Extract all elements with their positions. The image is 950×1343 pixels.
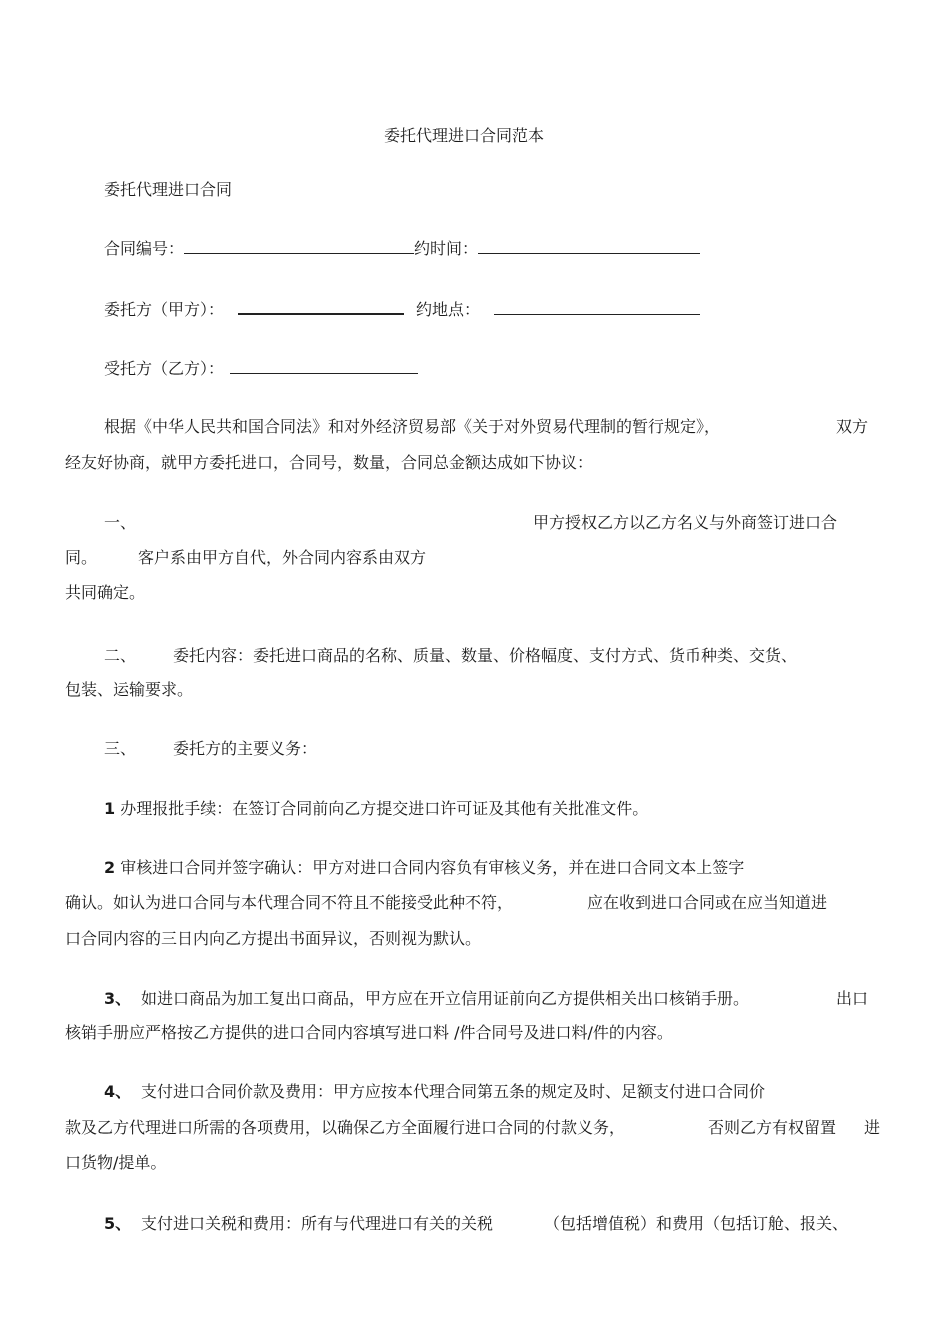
item-5-line-1b: （包括增值税）和费用（包括订舱、报关、 bbox=[544, 1214, 849, 1233]
preamble-line-1: 根据《中华人民共和国合同法》和对外经济贸易部《关于对外贸易代理制的暂行规定》， bbox=[104, 417, 721, 436]
sign-time-blank bbox=[478, 239, 700, 254]
clause-1-number: 一、 bbox=[104, 513, 137, 532]
item-5-number: 5、 bbox=[104, 1214, 132, 1233]
item-1 bbox=[104, 799, 648, 819]
clause-2-number: 二、 bbox=[104, 646, 137, 665]
item-3-line-1a: 如进口商品为加工复出口商品，甲方应在开立信用证前向乙方提供相关出口核销手册。 bbox=[141, 989, 750, 1008]
item-4-number: 4、 bbox=[104, 1082, 132, 1101]
item-4-line-2b: 否则乙方有权留置 bbox=[708, 1118, 837, 1137]
agent-blank bbox=[230, 359, 418, 374]
item-3-line-2: 核销手册应严格按乙方提供的进口合同内容填写进口料 /件合同号及进口料/件的内容。 bbox=[65, 1023, 673, 1042]
preamble-line-1-end: 双方 bbox=[836, 417, 869, 436]
contract-number-row bbox=[104, 239, 700, 259]
item-4-line-2c: 进 bbox=[864, 1118, 881, 1137]
clause-1-line-2a: 同。 bbox=[65, 548, 98, 567]
preamble-line-2: 经友好协商，就甲方委托进口，合同号，数量，合同总金额达成如下协议： bbox=[65, 453, 594, 472]
principal-label: 委托方（甲方）： bbox=[104, 300, 225, 319]
item-4-line-1: 支付进口合同价款及费用：甲方应按本代理合同第五条的规定及时、足额支付进口合同价 bbox=[141, 1082, 766, 1101]
agent-row bbox=[104, 359, 418, 379]
clause-2-line-2: 包装、运输要求。 bbox=[65, 680, 194, 699]
item-1-text: 办理报批手续：在签订合同前向乙方提交进口许可证及其他有关批准文件。 bbox=[120, 799, 649, 818]
agent-label: 受托方（乙方）： bbox=[104, 359, 225, 378]
item-2-text-1: 审核进口合同并签字确认：甲方对进口合同内容负有审核义务，并在进口合同文本上签字 bbox=[120, 858, 745, 877]
item-5-line-1a: 支付进口关税和费用：所有与代理进口有关的关税 bbox=[141, 1214, 494, 1233]
item-1-number: 1 bbox=[104, 799, 116, 818]
contract-number-blank bbox=[184, 239, 414, 254]
item-2-line-1 bbox=[104, 858, 744, 878]
sign-time-label: 约时间： bbox=[414, 239, 479, 258]
document-title: 委托代理进口合同范本 bbox=[384, 126, 545, 145]
item-2-line-2b: 应在收到进口合同或在应当知道进 bbox=[587, 893, 828, 912]
clause-2-line-1: 委托内容：委托进口商品的名称、质量、数量、价格幅度、支付方式、货币种类、交货、 bbox=[173, 646, 798, 665]
clause-3-number: 三、 bbox=[104, 739, 137, 758]
sign-place-blank bbox=[494, 300, 700, 315]
sign-place-label: 约地点： bbox=[416, 300, 481, 319]
item-3-line-1b: 出口 bbox=[836, 989, 869, 1008]
clause-1-line-1: 甲方授权乙方以乙方名义与外商签订进口合 bbox=[533, 513, 838, 532]
principal-blank bbox=[238, 299, 404, 315]
item-4-line-3: 口货物/提单。 bbox=[65, 1153, 167, 1172]
clause-1-line-2b: 客户系由甲方自代，外合同内容系由双方 bbox=[138, 548, 427, 567]
item-2-line-3: 口合同内容的三日内向乙方提出书面异议，否则视为默认。 bbox=[65, 929, 482, 948]
item-2-line-2a: 确认。如认为进口合同与本代理合同不符且不能接受此种不符， bbox=[65, 893, 514, 912]
clause-1-line-3: 共同确定。 bbox=[65, 583, 146, 602]
principal-row bbox=[104, 299, 700, 320]
clause-3-line-1: 委托方的主要义务： bbox=[173, 739, 318, 758]
document-subtitle: 委托代理进口合同 bbox=[104, 180, 233, 199]
item-2-number: 2 bbox=[104, 858, 116, 877]
item-3-number: 3、 bbox=[104, 989, 132, 1008]
item-4-line-2a: 款及乙方代理进口所需的各项费用，以确保乙方全面履行进口合同的付款义务， bbox=[65, 1118, 626, 1137]
contract-number-label: 合同编号： bbox=[104, 239, 185, 258]
